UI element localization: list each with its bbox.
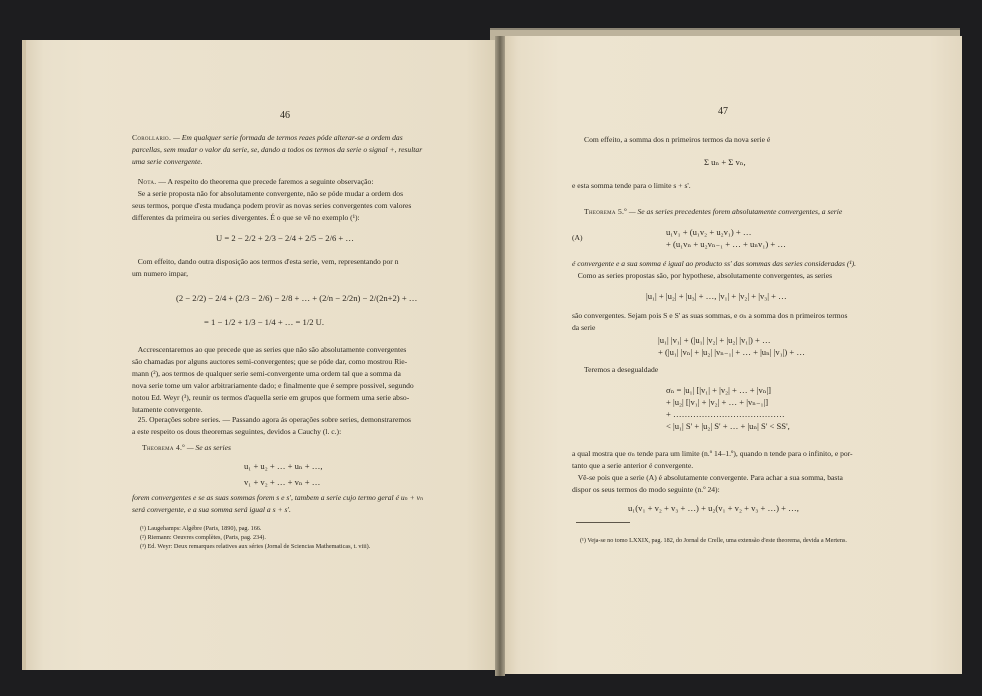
right-page (500, 36, 962, 674)
text-line: lutamente convergente. (132, 405, 203, 414)
footnote: (³) Ed. Weyr: Deux remarques relatives aux séries (Jornal de Sciencias Mathematicas, t. viii). (140, 543, 371, 550)
footnote: (²) Riemann: Oeuvres complètes, (Paris, pag. 234). (140, 534, 266, 541)
corollario-line: parcellas, sem mudar o valor da serie, se, dando a todos os termos da serie o signal +, resultar (132, 145, 423, 154)
text-line: forem convergentes e se as suas sommas forem s e s', tambem a serie cujo termo geral é uₙ + vₙ (132, 493, 424, 502)
nota-line: differentes da primeira ou series divergentes. É o que se vê no exemplo (¹): (132, 213, 360, 222)
nota-paragraph (132, 176, 411, 224)
text-line: dispor os seus termos do modo seguinte (n.º 24): (572, 485, 720, 494)
equation-line: |u₁| |v₁| + (|u₁| |v₂| + |u₂| |v₁|) + … (658, 335, 771, 345)
text-line: nova serie tome um valor arbitrariamente dado; e finalmente que é sempre possivel, segundo (132, 381, 414, 390)
nota-label: Nota. (137, 177, 157, 186)
corollario-line: uma serie convergente. (132, 157, 203, 166)
paragraph-semi-convergentes (132, 344, 414, 416)
text-line: Vê-se pois que a serie (A) é absolutamente convergente. Para achar a sua somma, basta (577, 473, 843, 482)
corollario-line: — Em qualquer serie formada de termos reaes póde alterar-se a ordem das (173, 133, 403, 142)
equation-a (666, 226, 786, 250)
text-line: são chamadas por alguns auctores semi-convergentes; que se póde dar, como mostrou Rie- (132, 357, 408, 366)
equation-line: σₙ = |u₁| [|v₁| + |v₂| + … + |vₙ|] (666, 385, 772, 395)
equation-product-sum: u₁(v₁ + v₂ + v₃ + …) + u₂(v₁ + v₂ + v₃ + …) + …, (628, 503, 799, 513)
paragraph-com-effeito-right: Com effeito, a somma dos n primeiros termos da nova serie é (584, 135, 771, 144)
text-line: são convergentes. Sejam pois S e S' as suas sommas, e σₙ a somma dos n primeiros termos (572, 311, 848, 320)
paragraph-desegualdade: Teremos a desegualdade (584, 365, 659, 374)
footnotes-left (140, 524, 370, 551)
text-line: a este respeito os dous theoremas seguintes, devidos a Cauchy (l. c.): (132, 427, 342, 436)
book-gutter (495, 36, 505, 676)
nota-line: seus termos, porque d'esta mudança podem provir as novas series convergentes com valores (132, 201, 412, 210)
text-line: um numero impar, (132, 269, 189, 278)
equation-line: + (|u₁| |vₙ| + |u₂| |vₙ₋₁| + … + |uₙ| |v₁|) + … (658, 347, 806, 357)
equation-line: + |u₂| [|v₁| + |v₂| + … + |vₙ₋₁|] (666, 397, 769, 407)
corollario-label: Corollario. (132, 133, 172, 142)
page-number-left: 46 (280, 110, 290, 121)
series-v: v₁ + v₂ + … + vₙ + … (244, 477, 321, 487)
text-line: tanto que a serie anterior é convergente. (572, 461, 694, 470)
equation-line: u₁v₁ + (u₁v₂ + u₂v₁) + … (666, 227, 752, 237)
theorem-4 (142, 442, 231, 454)
paragraph-limite-convergente (572, 448, 853, 496)
paragraph-producto (572, 258, 856, 282)
text-line: é convergente e a sua somma é igual ao producto ss' das sommas das series consideradas (¹). (572, 259, 857, 268)
nota-line: Se a serie proposta não for absolutamente convergente, não se póde mudar a ordem dos (137, 189, 404, 198)
equation-line: + ………………………………… (666, 409, 785, 419)
equation-a-label: (A) (572, 233, 583, 242)
paragraph-limite: e esta somma tende para o limite s + s'. (572, 181, 691, 190)
theorem-5 (584, 206, 842, 218)
left-page (22, 40, 500, 670)
footnote-rule (576, 522, 630, 523)
page-number-right: 47 (718, 106, 728, 117)
theorem-5-text: — Se as series precedentes forem absolutamente convergentes, a serie (628, 207, 843, 216)
equation-line: + (u₁vₙ + u₂vₙ₋₁ + … + uₙv₁) + … (666, 239, 786, 249)
text-line: mann (²), aos termos de qualquer serie semi-convergente uma ordem tal que a somma da (132, 369, 401, 378)
footnote: (¹) Laugehamps: Algébre (Paris, 1890), pag. 166. (140, 525, 262, 532)
text-line: Accrescentaremos ao que precede que as series que não são absolutamente convergentes (137, 345, 407, 354)
equation-rearranged-series: (2 − 2/2) − 2/4 + (2/3 − 2/6) − 2/8 + … + (2/n − 2/2n) − 2/(2n+2) + … (176, 293, 418, 303)
equation-half-u: = 1 − 1/2 + 1/3 − 1/4 + … = 1/2 U. (204, 317, 325, 327)
footnote-right: (¹) Veja-se no tomo LXXIX, pag. 182, do Jornal de Crelle, uma extensão d'este theorema, devida a Mertens. (580, 537, 847, 544)
text-line: notou Ed. Weyr (³), reunir os termos d'aquella serie em grupos que formem uma serie abso- (132, 393, 410, 402)
corollario-paragraph (132, 132, 422, 168)
equation-u-series: U = 2 − 2/2 + 2/3 − 2/4 + 2/5 − 2/6 + … (216, 233, 355, 243)
theorem-4-text: — Se as series (186, 443, 231, 452)
theorem-4-label: Theorema 4.º (142, 443, 185, 452)
equation-inequality (666, 384, 790, 432)
equation-absolute-series: |u₁| + |u₂| + |u₃| + …, |v₁| + |v₂| + |v₃| + … (646, 291, 787, 301)
text-line: da serie (572, 323, 596, 332)
text-line: será convergente, e a sua somma será igual a s + s'. (132, 505, 291, 514)
section-25 (132, 414, 411, 438)
text-line: 25. Operações sobre series. — Passando agora ás operações sobre series, demonstraremos (137, 415, 411, 424)
equation-sigma-series (658, 334, 805, 358)
text-line: a qual mostra que σₙ tende para um limite (n.º 14–1.º), quando n tende para o infinito, e por- (572, 449, 853, 458)
equation-line: < |u₁| S' + |u₂| S' + … + |uₙ| S' < SS', (666, 421, 790, 431)
theorem-5-label: Theorema 5.º (584, 207, 627, 216)
series-u: u₁ + u₂ + … + uₙ + …, (244, 461, 323, 471)
text-line: Com effeito, dando outra disposição aos termos d'esta serie, vem, representando por n (137, 257, 399, 266)
paragraph-com-effeito (132, 256, 399, 280)
paragraph-convergentes (572, 310, 847, 334)
text-line: Como as series propostas são, por hypothese, absolutamente convergentes, as series (577, 271, 833, 280)
equation-sum: Σ uₙ + Σ vₙ, (704, 157, 746, 167)
nota-line: — A respeito do theorema que precede faremos a seguinte observação: (158, 177, 374, 186)
theorem-4-statement (132, 492, 423, 516)
